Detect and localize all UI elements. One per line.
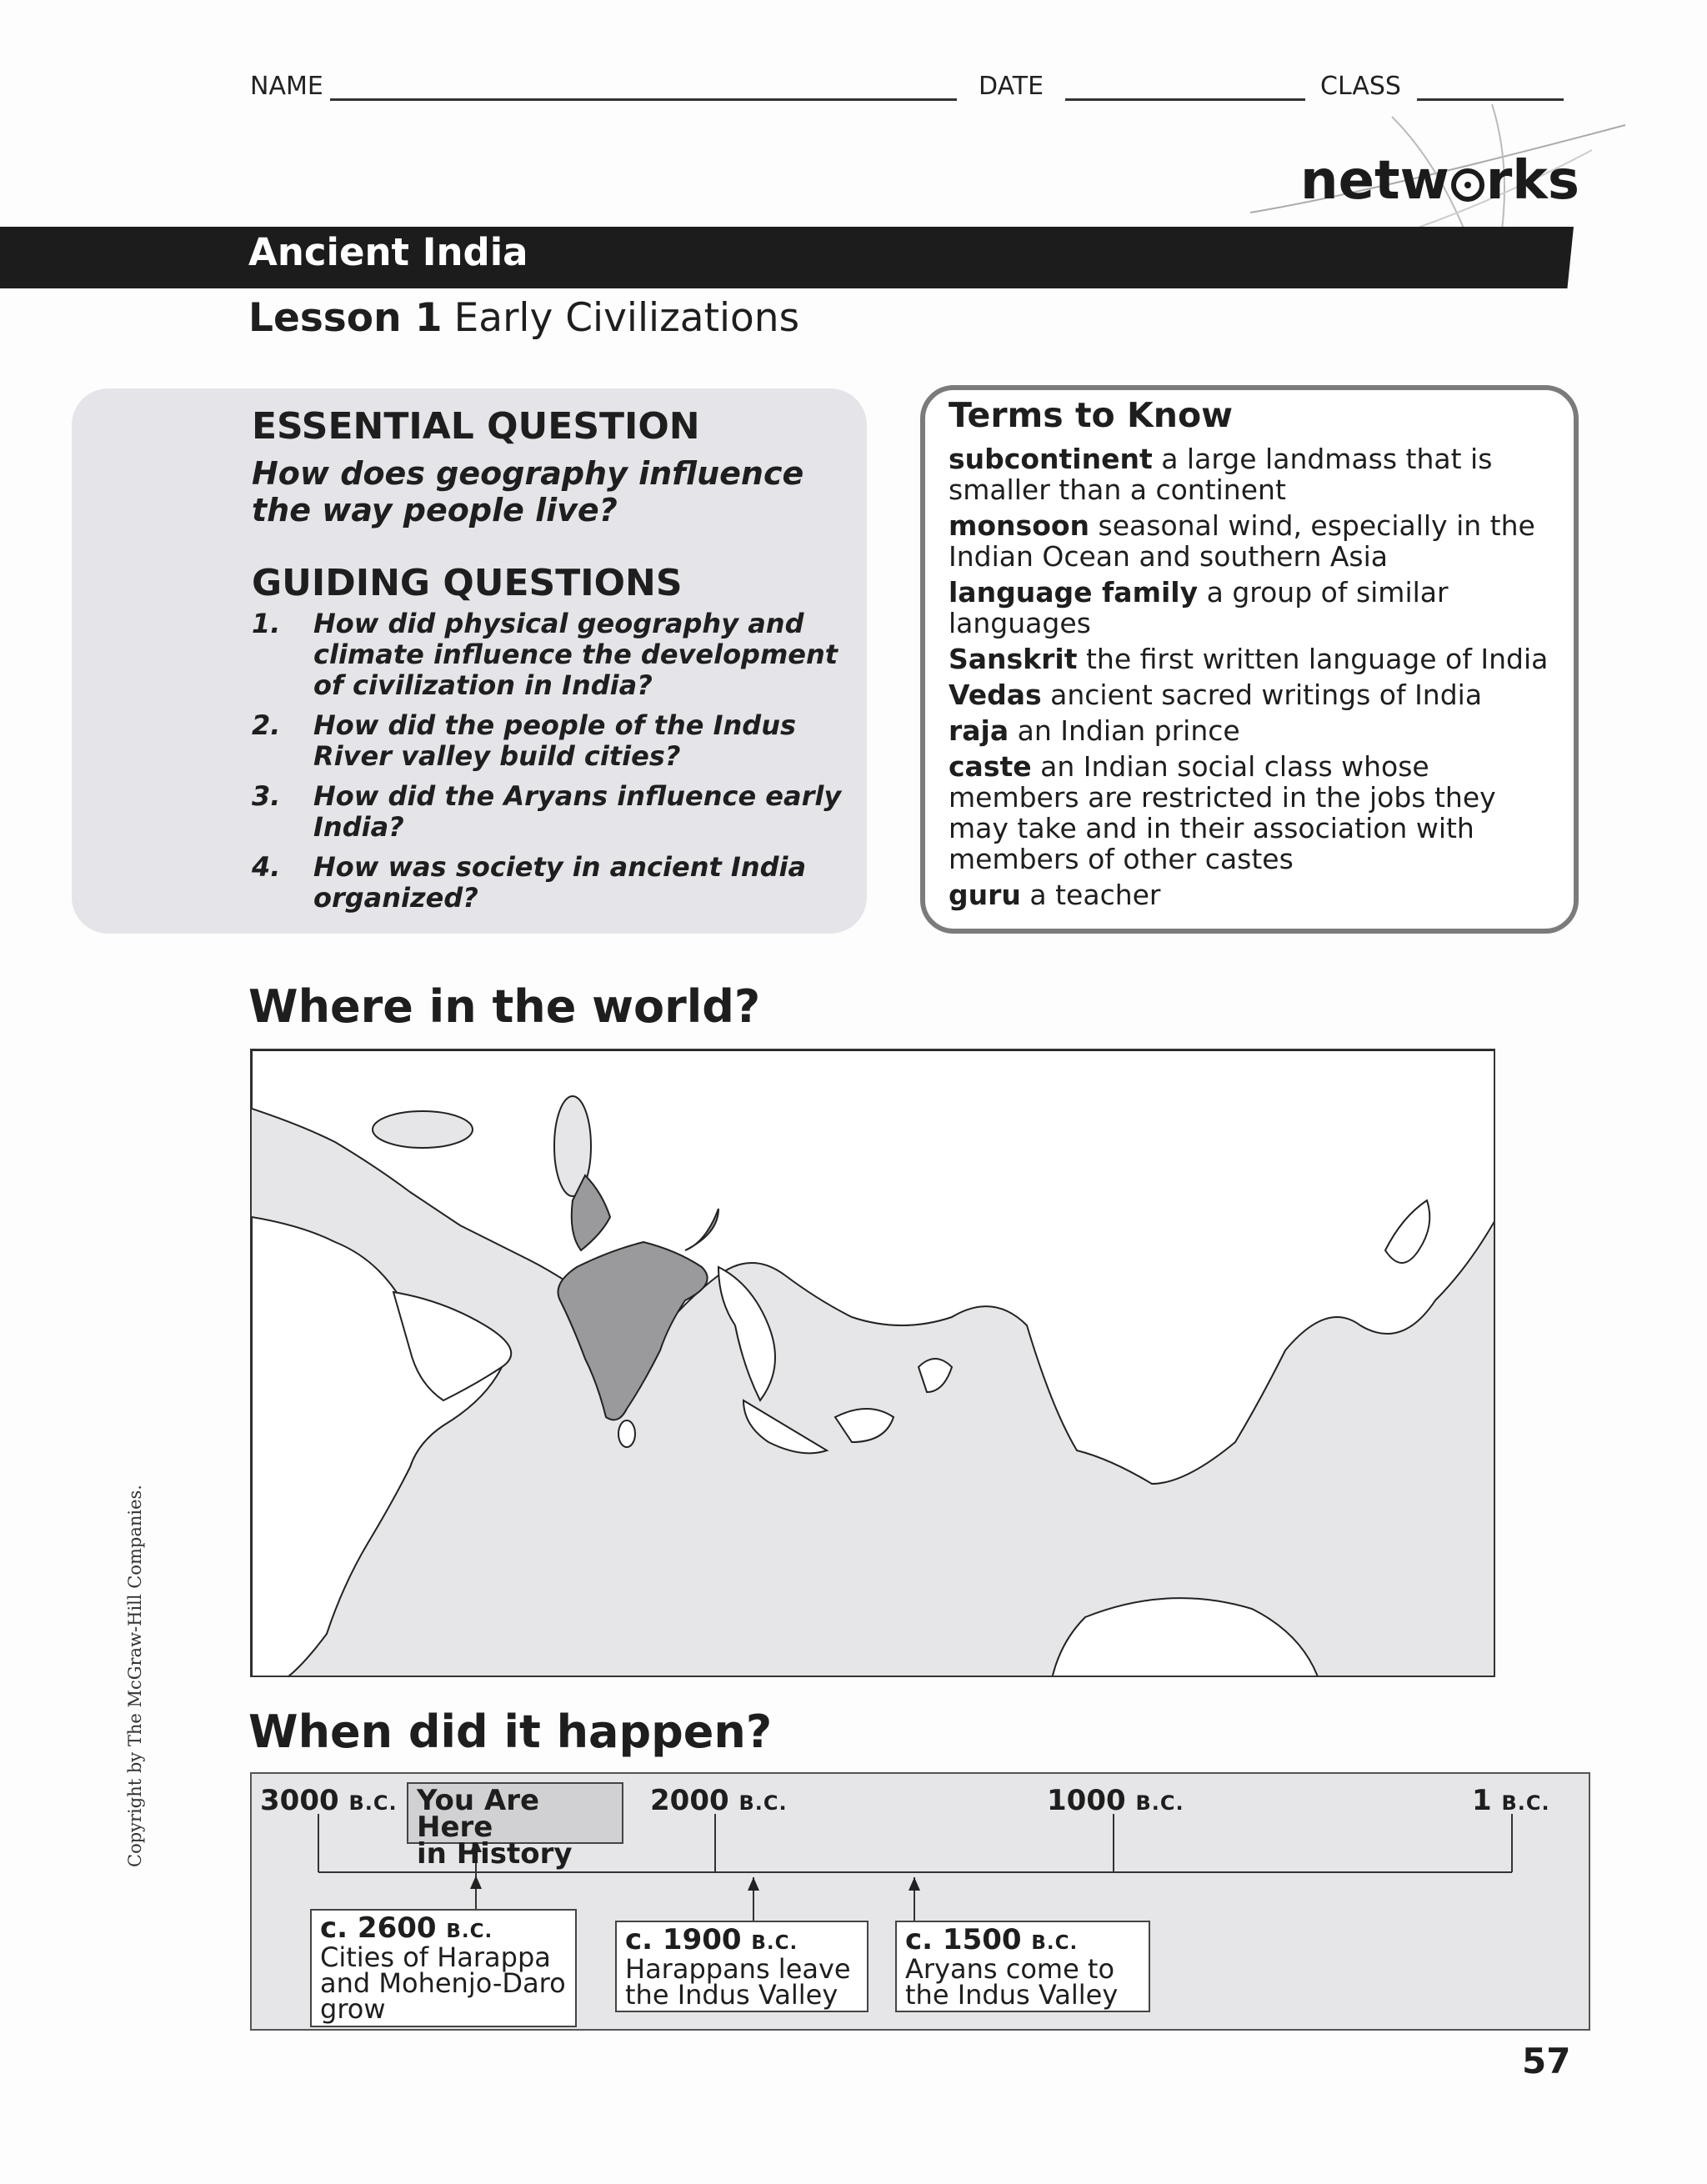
term-entry [949, 751, 1557, 874]
term-entry [949, 443, 1557, 505]
class-label: CLASS [1320, 72, 1401, 101]
event-year: c. 1500 B.C. [905, 1923, 1079, 1956]
term-definition: a large landmass that is smaller than a continent [949, 443, 1493, 506]
you-are-here-line1: You Are Here [417, 1784, 540, 1844]
guiding-question [252, 609, 852, 701]
event-year: c. 2600 B.C. [320, 1911, 493, 1945]
timeline-label-1bc [1472, 1784, 1550, 1817]
name-field[interactable] [330, 98, 957, 101]
guiding-question-number: 2. [252, 709, 281, 741]
term-entry [949, 510, 1557, 572]
timeline-event-2600bc [310, 1909, 577, 2027]
timeline-event-1500bc [895, 1921, 1150, 2012]
guiding-question-number: 3. [252, 780, 281, 812]
timeline-label-1000bc [1047, 1784, 1184, 1817]
term-definition: the first written language of India [1085, 643, 1549, 675]
guiding-question-number: 1. [252, 608, 281, 639]
guiding-question-text: How was society in ancient India organized? [313, 851, 807, 914]
term-word: language family [949, 576, 1199, 609]
term-entry [949, 577, 1557, 639]
guiding-question-text: How did the Aryans influence early India? [313, 780, 842, 843]
term-entry [949, 879, 1557, 910]
term-definition: an Indian social class whose members are restricted in the jobs they may take and in their association with members of other castes [949, 750, 1496, 875]
term-word: raja [949, 714, 1009, 747]
term-definition: a group of similar languages [949, 576, 1449, 639]
event-text-line: Cities of Harappa [320, 1941, 551, 1973]
you-are-here-line2: in History [417, 1837, 573, 1871]
when-heading: When did it happen? [248, 1706, 773, 1758]
event-year: c. 1900 B.C. [625, 1923, 798, 1956]
timeline-label-3000bc [260, 1784, 398, 1817]
guiding-question [252, 852, 852, 914]
timeline-label-year: 2000 [650, 1784, 729, 1817]
term-word: Vedas [949, 679, 1042, 711]
essential-question-text: How does geography influence the way people live? [252, 455, 804, 528]
term-definition: a teacher [1029, 879, 1161, 911]
timeline-label-year: 1 [1472, 1784, 1492, 1817]
you-are-here-marker [407, 1782, 623, 1871]
locator-map [250, 1049, 1495, 1677]
timeline-label-era: B.C. [1501, 1791, 1550, 1815]
timeline-label-2000bc [650, 1784, 788, 1817]
timeline-event-1900bc [615, 1921, 869, 2012]
term-definition: an Indian prince [1017, 714, 1240, 747]
chapter-title: Ancient India [248, 230, 528, 274]
term-definition: seasonal wind, especially in the Indian Ocean and southern Asia [949, 509, 1535, 573]
term-word: caste [949, 750, 1032, 783]
event-text-line: grow [320, 1993, 386, 2025]
name-label: NAME [250, 72, 323, 101]
timeline-label-era: B.C. [1135, 1791, 1184, 1815]
lesson-title: Early Civilizations [453, 295, 800, 341]
networks-logo [1300, 150, 1579, 212]
lesson-number: Lesson 1 [248, 295, 443, 341]
term-word: monsoon [949, 509, 1090, 542]
where-heading: Where in the world? [248, 980, 761, 1033]
event-text-line: the Indus Valley [625, 1979, 838, 2011]
guiding-question-text: How did the people of the Indus River valley build cities? [313, 709, 797, 772]
essential-question-heading: ESSENTIAL QUESTION [252, 405, 700, 448]
guiding-question-number: 4. [252, 851, 281, 883]
title-bar [0, 227, 1574, 288]
term-entry [949, 715, 1557, 746]
guiding-questions-list [252, 609, 852, 923]
timeline-label-year: 3000 [260, 1784, 339, 1817]
event-text-line: Aryans come to [905, 1953, 1115, 1985]
terms-heading: Terms to Know [949, 395, 1233, 435]
event-text-line: the Indus Valley [905, 1979, 1119, 2011]
timeline-label-era: B.C. [738, 1791, 788, 1815]
date-label: DATE [979, 72, 1044, 101]
guiding-questions-heading: GUIDING QUESTIONS [252, 562, 683, 604]
timeline-label-year: 1000 [1047, 1784, 1126, 1817]
term-entry [949, 644, 1557, 674]
terms-list [949, 443, 1557, 915]
copyright-notice: Copyright by The McGraw-Hill Companies. [125, 1485, 145, 1867]
guiding-question [252, 710, 852, 772]
term-entry [949, 679, 1557, 710]
map-graphic [252, 1050, 1495, 1677]
page-number: 57 [1522, 2041, 1571, 2081]
guiding-question [252, 781, 852, 843]
guiding-question-text: How did physical geography and climate influence the development of civilization in India? [313, 608, 838, 701]
event-text-line: Harappans leave [625, 1953, 851, 1985]
timeline-label-era: B.C. [348, 1791, 398, 1815]
term-word: Sanskrit [949, 643, 1078, 675]
term-word: subcontinent [949, 443, 1153, 475]
term-word: guru [949, 879, 1021, 911]
logo-text: netw rks [1300, 150, 1579, 212]
term-definition: ancient sacred writings of India [1050, 679, 1483, 711]
event-text-line: and Mohenjo-Daro [320, 1967, 566, 1999]
lesson-heading [248, 295, 799, 341]
